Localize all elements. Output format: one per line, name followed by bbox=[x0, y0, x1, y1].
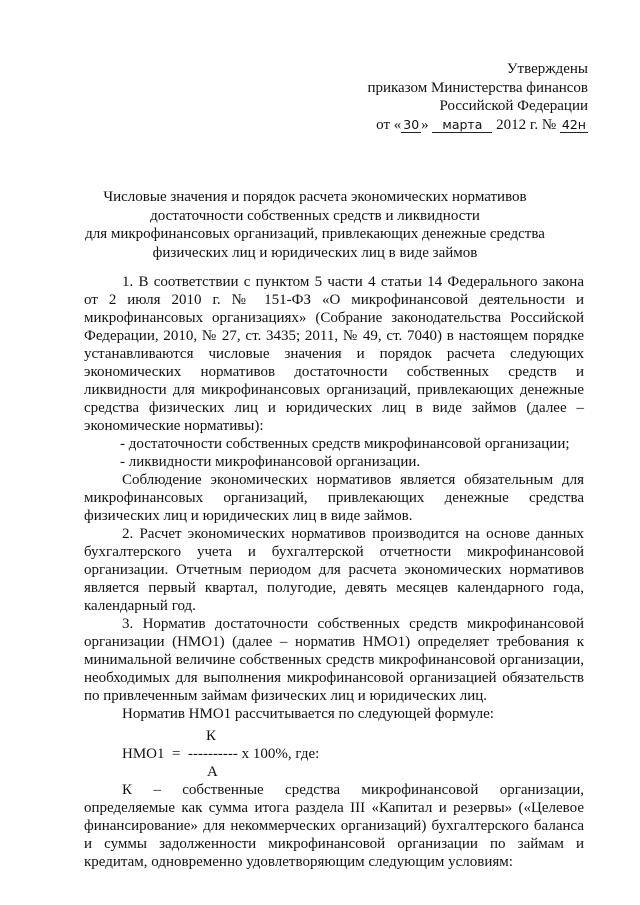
title-line-1: Числовые значения и порядок расчета экономических нормативов bbox=[103, 189, 527, 205]
approval-line-approved: Утверждены bbox=[506, 61, 588, 77]
date-month: марта bbox=[432, 117, 492, 133]
formula-numerator: К bbox=[206, 728, 217, 744]
approval-stamp bbox=[367, 60, 588, 134]
approval-line-federation: Российской Федерации bbox=[439, 98, 588, 114]
title-line-4: физических лиц и юридических лиц в виде займов bbox=[152, 244, 478, 261]
paragraph-4: К – собственные средства микрофинансовой организации, определяемые как сумма итога раздела III «Капитал и резервы» («Целевое финансирование» для некоммерческих организаций) бухгалтерского баланса и суммы задолженности микрофинансовой организации по займам и кредитам, одновременно удовлетворяющим следующим условиям: bbox=[84, 782, 584, 870]
approval-date-line bbox=[367, 116, 588, 135]
formula-denominator: А bbox=[207, 764, 218, 780]
paragraph-3b: Норматив НМО1 рассчитывается по следующей формуле: bbox=[122, 706, 494, 722]
date-mid: » bbox=[421, 116, 429, 133]
paragraph-2: 2. Расчет экономических нормативов производится на основе данных бухгалтерского учета и бухгалтерской отчетности микрофинансовой организации. Отчетным периодом для расчета экономических нормативов является первый квартал, полугодие, девять месяцев календарного года, календарный год. bbox=[84, 526, 584, 614]
date-day: 30 bbox=[403, 116, 420, 132]
document-body bbox=[84, 273, 584, 871]
date-year: 2012 г. № bbox=[496, 116, 557, 133]
formula-expression: НМО1 = ---------- х 100%, где: bbox=[122, 746, 320, 762]
title-line-3: для микрофинансовых организаций, привлекающих денежные средства bbox=[85, 226, 545, 242]
paragraph-3: 3. Норматив достаточности собственных средств микрофинансовой организации (НМО1) (далее – норматив НМО1) определяет требования к минимальной величине собственных средств микрофинансовой организации, необходимых для выполнения микрофинансовой организацией обязательств по привлеченным займам физических лиц и юридических лиц. bbox=[84, 616, 584, 704]
list-item-liquidity: - ликвидности микрофинансовой организации. bbox=[120, 454, 421, 470]
paragraph-1b: Соблюдение экономических нормативов является обязательным для микрофинансовых организаций, привлекающих денежные средства физических лиц и юридических лиц в виде займов. bbox=[84, 472, 584, 524]
document-title bbox=[70, 188, 560, 262]
approval-line-order: приказом Министерства финансов bbox=[367, 79, 588, 96]
paragraph-1: 1. В соответствии с пунктом 5 части 4 статьи 14 Федерального закона от 2 июля 2010 г. № 151-ФЗ «О микрофинансовой деятельности и микрофинансовых организациях» (Собрание законодательства Российской Федерации, 2010, № 27, ст. 3435; 2011, № 49, ст. 7040) в настоящем порядке устанавливаются числовые значения и порядок расчета следующих экономических нормативов достаточности собственных средств и ликвидности для микрофинансовых организаций, привлекающих денежные средства физических лиц и юридических лиц в виде займов (далее – экономические нормативы): bbox=[84, 274, 584, 434]
order-number: 42н bbox=[561, 116, 586, 132]
list-item-capital-adequacy: - достаточности собственных средств микрофинансовой организации; bbox=[120, 436, 570, 452]
date-prefix: от « bbox=[376, 116, 402, 133]
title-line-2: достаточности собственных средств и ликвидности bbox=[150, 207, 480, 224]
formula-nmo1 bbox=[84, 727, 584, 781]
